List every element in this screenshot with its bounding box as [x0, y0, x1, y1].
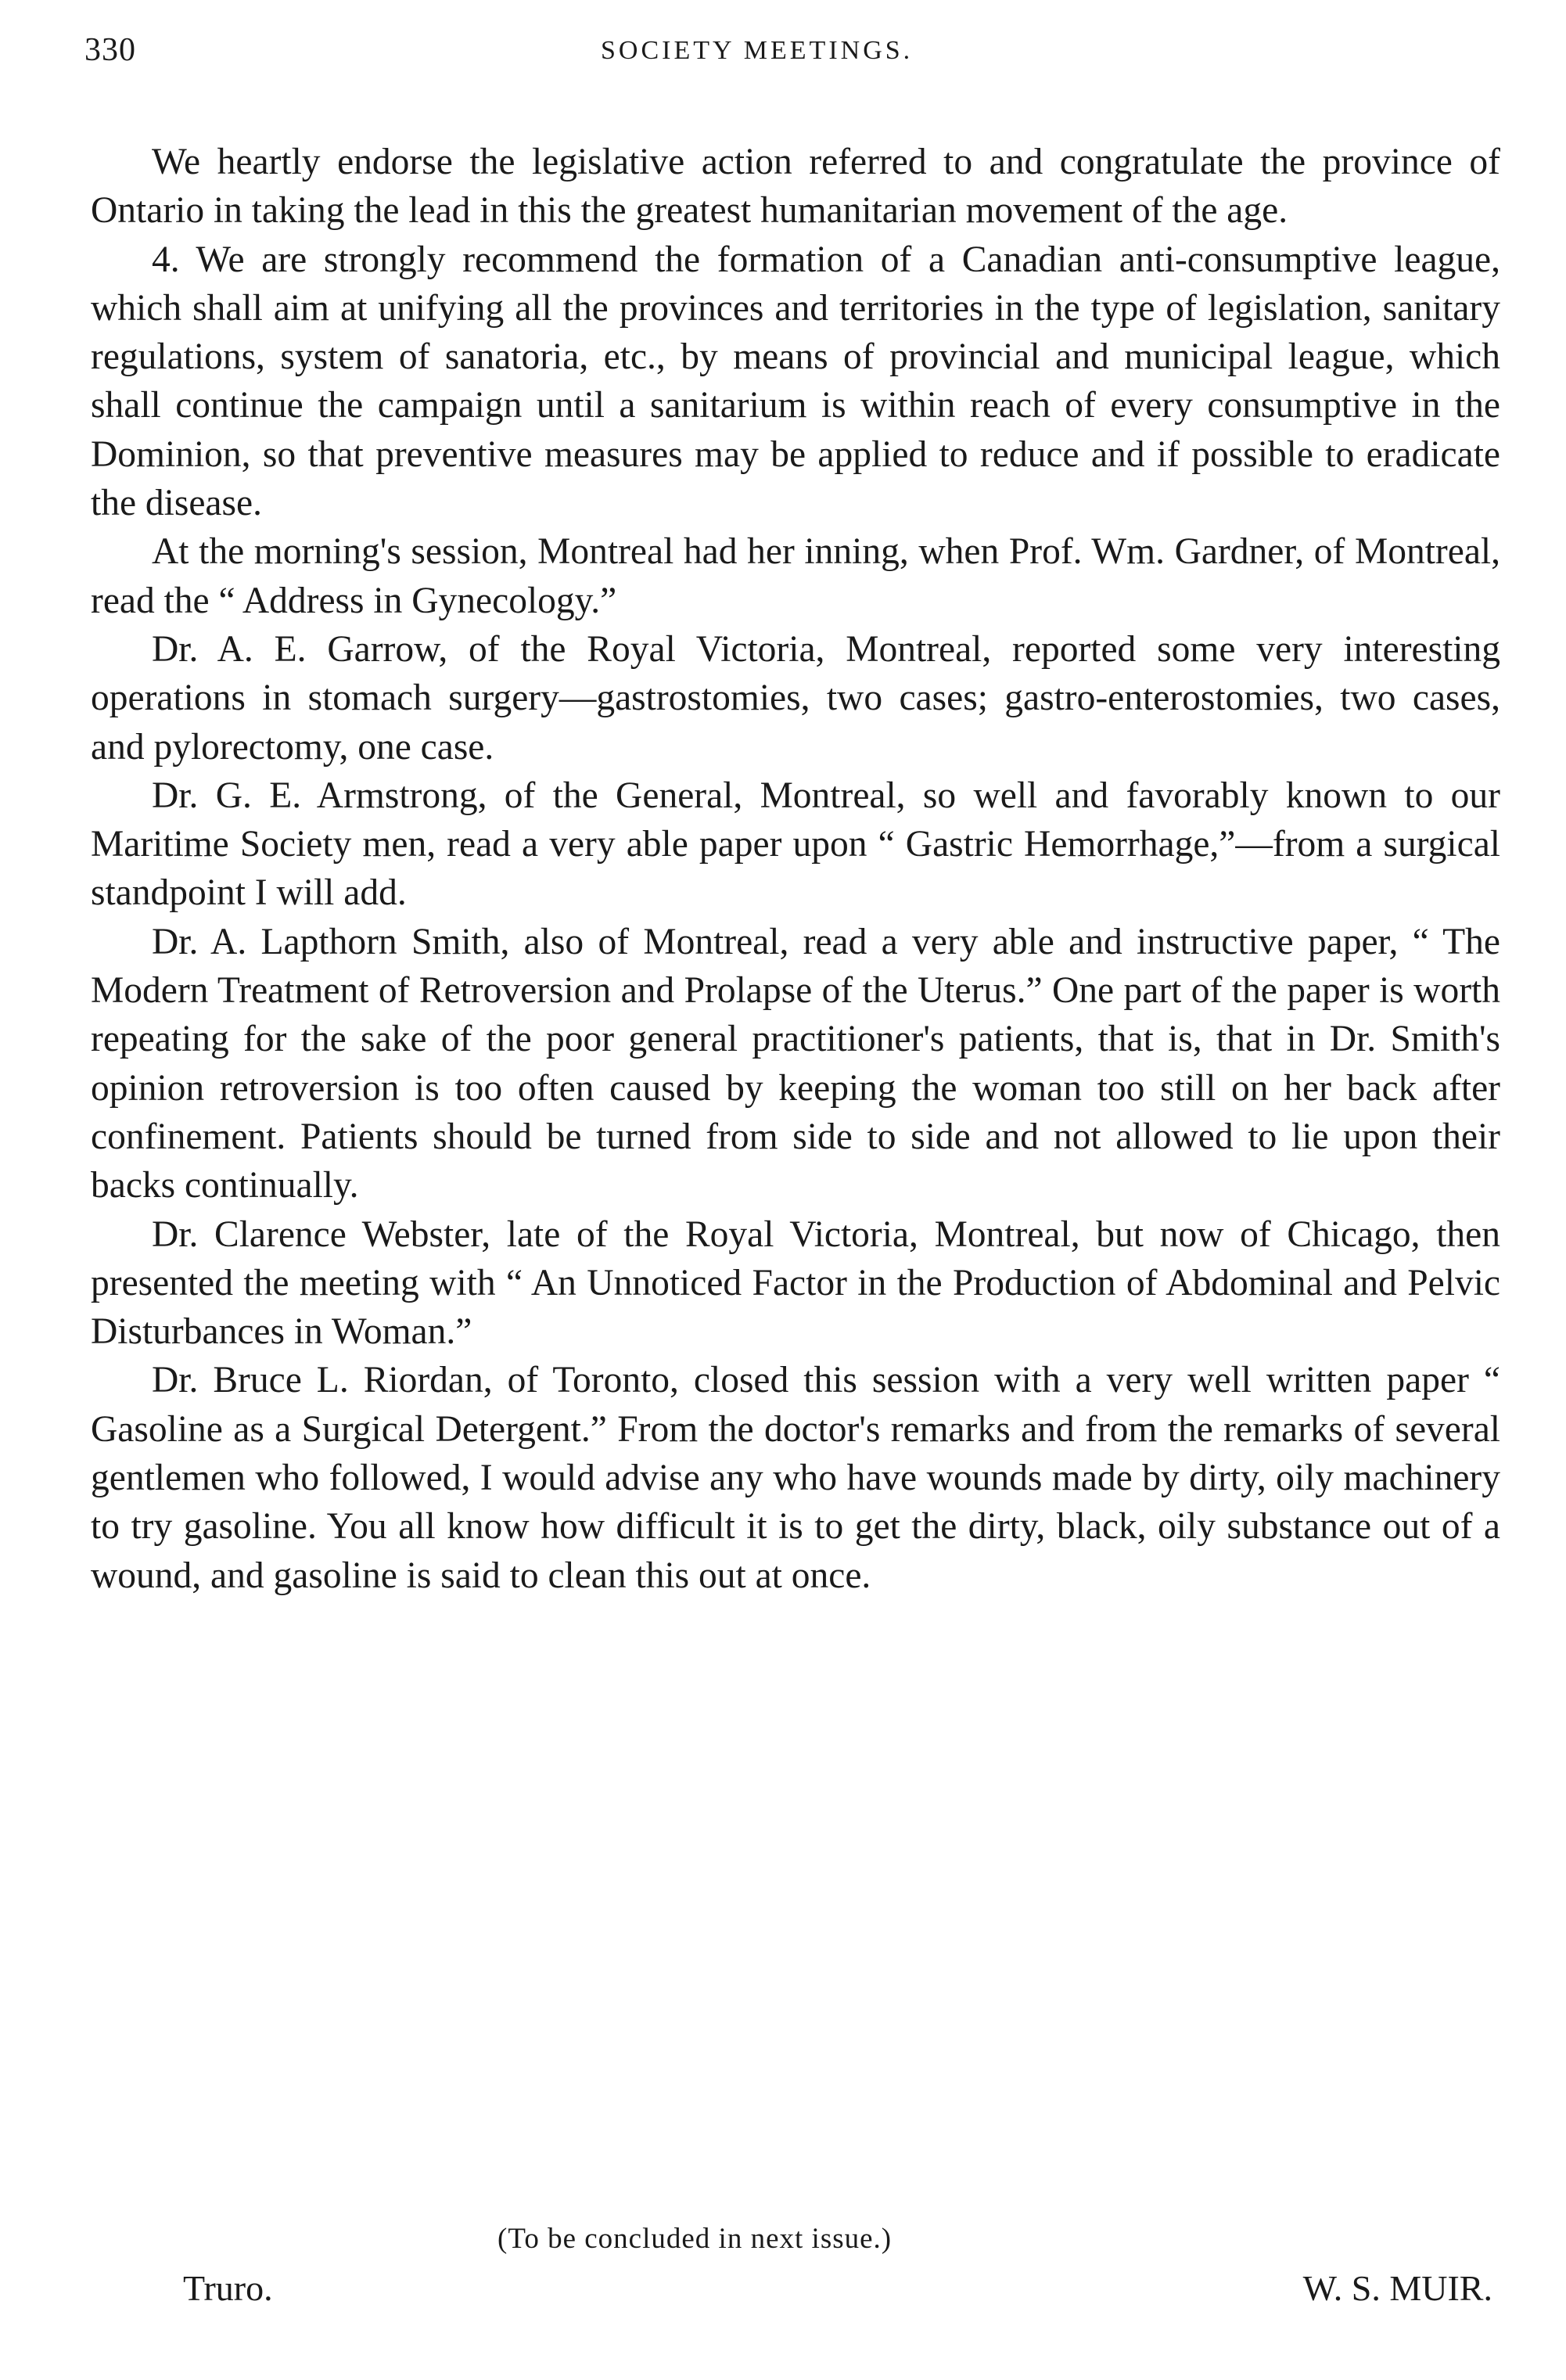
article-body — [91, 138, 1500, 1600]
page-number: 330 — [84, 32, 136, 68]
paragraph-smith-paper: Dr. A. Lapthorn Smith, also of Montreal, read a very able and instructive paper, “ The Modern Treatment of Retroversion and Prolapse of the Uterus.” One part of the paper is worth repeating for the sake of the poor general practitioner's patients, that is, that in Dr. Smith's opinion retroversion is too often caused by keeping the woman too still on her back after confinement. Patients should be turned from side to side and not allowed to lie upon their backs continually. — [91, 921, 1500, 1206]
author-signature: W. S. MUIR. — [1302, 2268, 1492, 2308]
paragraph-garrow-report: Dr. A. E. Garrow, of the Royal Victoria, Montreal, reported some very interesting operations in stomach surgery—gastrostomies, two cases; gastro-enterostomies, two cases, and pylorectomy, one case. — [91, 628, 1500, 768]
running-head — [84, 31, 1508, 86]
paragraph-morning-session: At the morning's session, Montreal had her inning, when Prof. Wm. Gardner, of Montreal, read the “ Address in Gynecology.” — [91, 531, 1500, 621]
paragraph-anti-consumptive-league: 4. We are strongly recommend the formation of a Canadian anti-consumptive league, which shall aim at unifying all the provinces and territories in the type of legislation, sanitary regulations, system of sanatoria, etc., by means of provincial and municipal league, which shall continue the campaign until a sanitarium is within reach of every consumptive in the Dominion, so that preventive measures may be applied to reduce and if possible to eradicate the disease. — [91, 239, 1500, 524]
place-name: Truro. — [183, 2268, 273, 2308]
continued-note: (To be concluded in next issue.) — [497, 2223, 893, 2255]
running-head-title: SOCIETY MEETINGS. — [601, 36, 914, 65]
paragraph-legislative-endorsement: We heartly endorse the legislative action referred to and congratulate the province of Ontario in taking the lead in this the greatest humanitarian movement of the age. — [91, 142, 1500, 232]
paragraph-armstrong-paper: Dr. G. E. Armstrong, of the General, Montreal, so well and favorably known to our Maritime Society men, read a very able paper upon “ Gastric Hemorrhage,”—from a surgical standpoint I will add. — [91, 775, 1500, 914]
page-footer — [91, 2222, 1500, 2339]
paragraph-webster-paper: Dr. Clarence Webster, late of the Royal Victoria, Montreal, but now of Chicago, then presented the meeting with “ An Unnoticed Factor in the Production of Abdominal and Pelvic Disturbances in Woman.” — [91, 1213, 1500, 1353]
paragraph-riordan-paper: Dr. Bruce L. Riordan, of Toronto, closed this session with a very well written paper “ Gasoline as a Surgical Detergent.” From the doctor's remarks and from the remarks of several gentlemen who followed, I would advise any who have wounds made by dirty, oily machinery to try gasoline. You all know how difficult it is to get the dirty, black, oily substance out of a wound, and gasoline is said to clean this out at once. — [91, 1360, 1500, 1596]
